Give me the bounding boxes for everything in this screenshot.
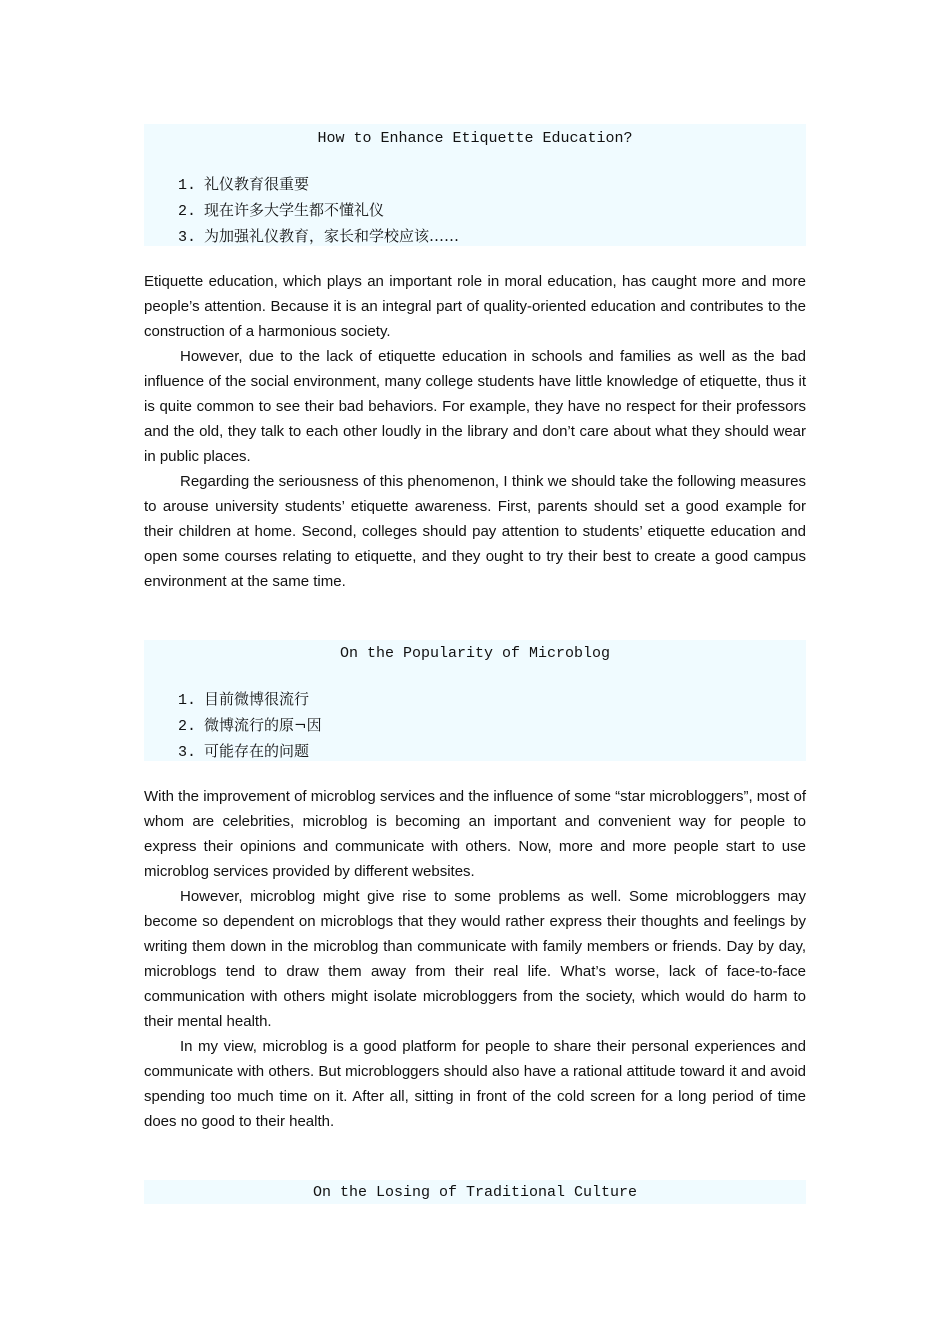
essay1-body xyxy=(144,269,806,594)
item-number: 1. xyxy=(178,692,197,709)
item-number: 1. xyxy=(178,177,197,194)
paragraph: However, microblog might give rise to some problems as well. Some microbloggers may become so dependent on microblogs that they would rather express their thoughts and feelings by writing them down in the microblog than communicate with family members or friends. Day by day, microblogs tend to draw them away from their real life. What’s worse, lack of face-to-face communication with others might isolate microbloggers from the society, which would do harm to their mental health. xyxy=(144,888,806,1030)
item-number: 3. xyxy=(178,229,197,246)
essay3-outline-box xyxy=(144,1180,806,1204)
outline-item xyxy=(144,198,806,224)
paragraph: With the improvement of microblog services and the influence of some “star microbloggers”, most of whom are celebrities, microblog is becoming an important and convenient way for people to express their opinions and communicate with others. Now, more and more people start to use microblog services provided by different websites. xyxy=(144,788,806,880)
essay2-outline xyxy=(144,687,806,765)
outline-item xyxy=(144,687,806,713)
item-text: 礼仪教育很重要 xyxy=(204,175,310,193)
outline-item xyxy=(144,224,806,250)
item-text: 可能存在的问题 xyxy=(204,742,310,760)
item-number: 2. xyxy=(178,203,197,220)
essay2-outline-box xyxy=(144,640,806,761)
item-number: 2. xyxy=(178,718,197,735)
paragraph: Regarding the seriousness of this phenomenon, I think we should take the following measures to arouse university students’ etiquette awareness. First, parents should set a good example for their children at home. Second, colleges should pay attention to students’ etiquette education and open some courses relating to etiquette, and they ought to try their best to create a good campus environment at the same time. xyxy=(144,473,806,590)
essay2-body xyxy=(144,784,806,1134)
item-number: 3. xyxy=(178,744,197,761)
essay2-title: On the Popularity of Microblog xyxy=(339,645,611,662)
item-text: 为加强礼仪教育，家长和学校应该…… xyxy=(204,227,460,245)
essay1-title: How to Enhance Etiquette Education? xyxy=(317,130,633,147)
item-text: 现在许多大学生都不懂礼仪 xyxy=(204,201,385,219)
paragraph: However, due to the lack of etiquette education in schools and families as well as the bad influence of the social environment, many college students have little knowledge of etiquette, thus it is quite common to see their bad behaviors. For example, they have no respect for their professors and the old, they talk to each other loudly in the library and don’t care about what they should wear in public places. xyxy=(144,348,806,465)
essay1-outline xyxy=(144,172,806,250)
essay1-outline-box xyxy=(144,124,806,246)
essay3-title: On the Losing of Traditional Culture xyxy=(312,1184,638,1201)
outline-item xyxy=(144,739,806,765)
paragraph: In my view, microblog is a good platform for people to share their personal experiences and communicate with others. But microbloggers should also have a rational attitude toward it and avoid spending too much time on it. After all, sitting in front of the cold screen for a long period of time does no good to their health. xyxy=(144,1038,806,1130)
outline-item xyxy=(144,172,806,198)
paragraph: Etiquette education, which plays an important role in moral education, has caught more and more people’s attention. Because it is an integral part of quality-oriented education and contributes to the construction of a harmonious society. xyxy=(144,273,806,340)
outline-item xyxy=(144,713,806,739)
item-text: 微博流行的原¬因 xyxy=(204,716,322,734)
item-text: 目前微博很流行 xyxy=(204,690,310,708)
